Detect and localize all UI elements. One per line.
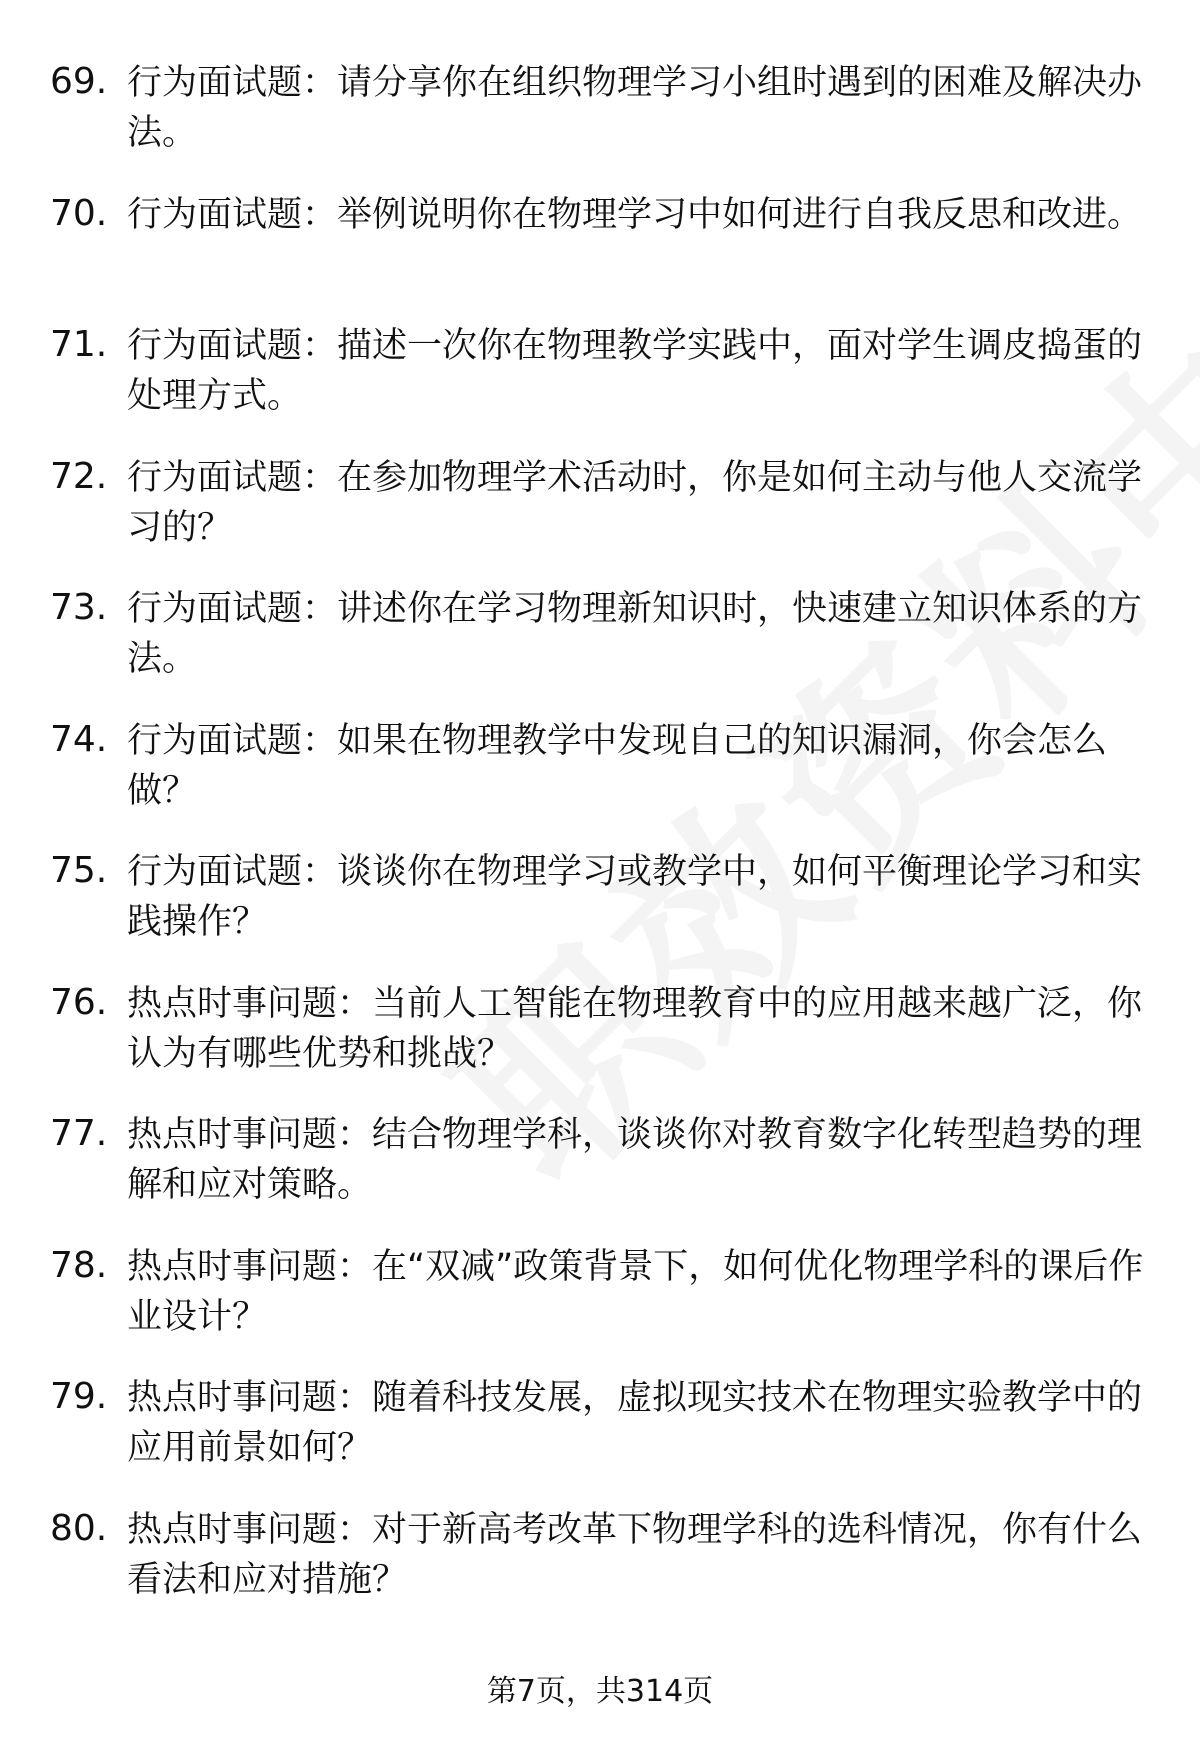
question-item-79 xyxy=(0,1373,1200,1473)
question-item-73 xyxy=(0,584,1200,684)
question-item-75 xyxy=(0,847,1200,947)
question-number: 71. xyxy=(50,324,108,365)
question-text: 热点时事问题：结合物理学科，谈谈你对教育数字化转型趋势的理解和应对策略。 xyxy=(127,1115,1143,1205)
question-text: 行为面试题：讲述你在学习物理新知识时，快速建立知识体系的方法。 xyxy=(127,589,1143,679)
question-number: 69. xyxy=(50,61,108,102)
question-text: 热点时事问题：对于新高考改革下物理学科的选科情况，你有什么看法和应对措施？ xyxy=(127,1509,1143,1600)
question-number: 73. xyxy=(50,587,108,628)
question-text: 行为面试题：谈谈你在物理学习或教学中，如何平衡理论学习和实践操作？ xyxy=(127,852,1143,942)
question-number: 78. xyxy=(50,1244,108,1286)
question-item-77 xyxy=(0,1110,1200,1210)
question-text: 行为面试题：在参加物理学术活动时，你是如何主动与他人交流学习的？ xyxy=(127,457,1143,548)
question-number: 79. xyxy=(50,1376,108,1417)
question-text: 行为面试题：如果在物理教学中发现自己的知识漏洞，你会怎么做？ xyxy=(127,720,1108,811)
question-text: 热点时事问题：在“双减”政策背景下，如何优化物理学科的课后作业设计？ xyxy=(127,1246,1144,1337)
question-item-70 xyxy=(0,190,1200,290)
question-item-76 xyxy=(0,979,1200,1079)
question-text: 热点时事问题：随着科技发展，虚拟现实技术在物理实验教学中的应用前景如何？ xyxy=(127,1378,1143,1468)
question-item-80 xyxy=(0,1505,1200,1605)
question-text: 行为面试题：举例说明你在物理学习中如何进行自我反思和改进。 xyxy=(127,194,1143,235)
question-item-71 xyxy=(0,321,1200,421)
question-number: 76. xyxy=(50,981,108,1023)
question-number: 70. xyxy=(50,192,108,234)
question-number: 72. xyxy=(50,455,108,497)
question-item-72 xyxy=(0,453,1200,553)
question-number: 80. xyxy=(50,1507,108,1549)
question-text: 热点时事问题：当前人工智能在物理教育中的应用越来越广泛，你认为有哪些优势和挑战？ xyxy=(127,983,1143,1074)
question-number: 74. xyxy=(50,718,108,760)
question-text: 行为面试题：描述一次你在物理教学实践中，面对学生调皮捣蛋的处理方式。 xyxy=(127,326,1143,416)
question-item-78 xyxy=(0,1242,1200,1342)
question-number: 75. xyxy=(50,850,108,891)
question-item-69 xyxy=(0,58,1200,158)
question-item-74 xyxy=(0,716,1200,816)
page-number-footer: 第7页，共314页 xyxy=(486,1674,714,1709)
question-text: 行为面试题：请分享你在组织物理学习小组时遇到的困难及解决办法。 xyxy=(127,63,1143,153)
question-list xyxy=(0,58,1200,1636)
question-number: 77. xyxy=(50,1113,108,1154)
